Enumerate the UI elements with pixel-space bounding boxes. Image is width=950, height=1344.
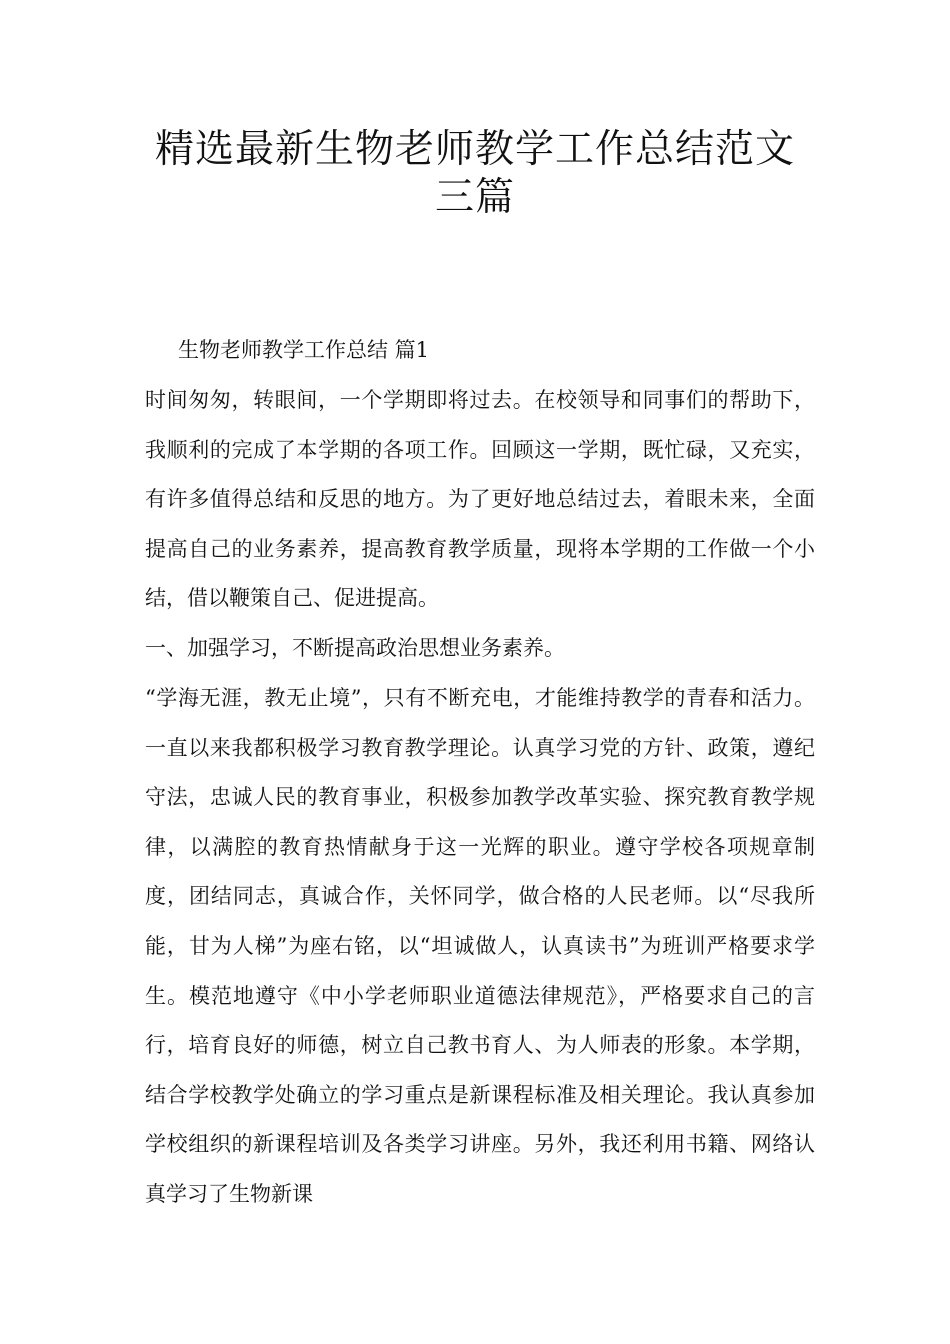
paragraph-study: “学海无涯，教无止境”，只有不断充电，才能维持教学的青春和活力。一直以来我都积极学习教育教学理论。认真学习党的方针、政策，遵纪守法，忠诚人民的教育事业，积极参加教学改革实验、探究教育教学规律，以满腔的教育热情献身于这一光辉的职业。遵守学校各项规章制度，团结同志，真诚合作，关怀同学，做合格的人民老师。以“尽我所能，甘为人梯”为座右铭，以“坦诚做人，认真读书”为班训严格要求学生。模范地遵守《中小学老师职业道德法律规范》，严格要求自己的言行，培育良好的师德，树立自己教书育人、为人师表的形象。本学期，结合学校教学处确立的学习重点是新课程标准及相关理论。我认真参加学校组织的新课程培训及各类学习讲座。另外，我还利用书籍、网络认真学习了生物新课 [145, 686, 815, 1206]
section-heading: 生物老师教学工作总结 篇1 [178, 338, 430, 362]
paragraph-intro: 时间匆匆，转眼间，一个学期即将过去。在校领导和同事们的帮助下，我顺利的完成了本学期的各项工作。回顾这一学期，既忙碌，又充实，有许多值得总结和反思的地方。为了更好地总结过去，着眼未来，全面提高自己的业务素养，提高教育教学质量，现将本学期的工作做一个小结，借以鞭策自己、促进提高。 [145, 388, 815, 611]
paragraph-subheading: 一、加强学习，不断提高政治思想业务素养。 [145, 636, 565, 660]
document-title: 精选最新生物老师教学工作总结范文三篇 [154, 127, 795, 220]
